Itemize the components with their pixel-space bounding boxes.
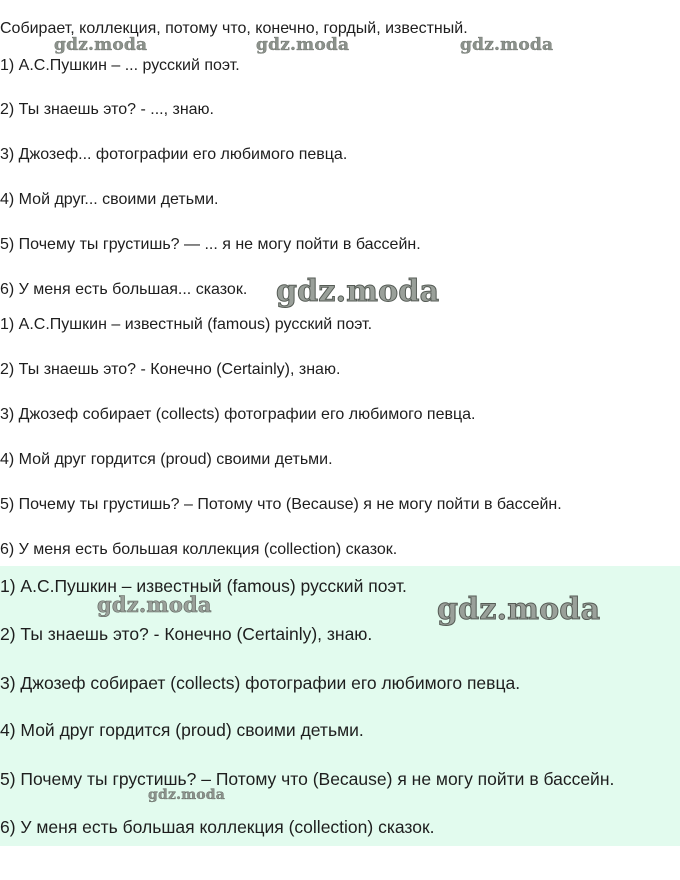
watermark: gdz.moda [148,787,226,803]
answer-box-line-6: 6) У меня есть большая коллекция (collection) сказок. [0,817,435,837]
answer-line-2: 2) Ты знаешь это? - Конечно (Certainly), знаю. [0,361,341,378]
answer-box-line-1: 1) А.С.Пушкин – известный (famous) русский поэт. [0,576,407,596]
answer-line-3: 3) Джозеф собирает (collects) фотографии его любимого певца. [0,406,476,423]
answer-line-4: 4) Мой друг гордится (proud) своими детьми. [0,451,333,468]
task-line-5: 5) Почему ты грустишь? — ... я не могу пойти в бассейн. [0,236,421,253]
answer-box-line-2: 2) Ты знаешь это? - Конечно (Certainly), знаю. [0,624,373,644]
watermark: gdz.moda [437,592,601,627]
watermark: gdz.moda [256,35,350,55]
watermark: gdz.moda [276,274,440,309]
task-line-3: 3) Джозеф... фотографии его любимого певца. [0,146,348,163]
task-line-1: 1) А.С.Пушкин – ... русский поэт. [0,57,240,74]
answer-box-line-4: 4) Мой друг гордится (proud) своими детьми. [0,720,364,740]
answer-line-1: 1) А.С.Пушкин – известный (famous) русский поэт. [0,316,373,333]
task-line-2: 2) Ты знаешь это? - ..., знаю. [0,101,214,118]
answer-box-line-3: 3) Джозеф собирает (collects) фотографии его любимого певца. [0,673,521,693]
word-list: Собирает, коллекция, потому что, конечно, гордый, известный. [0,20,468,37]
watermark: gdz.moda [54,35,148,55]
answer-box-line-5: 5) Почему ты грустишь? – Потому что (Because) я не могу пойти в бассейн. [0,769,615,789]
answer-line-6: 6) У меня есть большая коллекция (collection) сказок. [0,541,398,558]
watermark: gdz.moda [460,35,554,55]
task-line-4: 4) Мой друг... своими детьми. [0,191,219,208]
answer-line-5: 5) Почему ты грустишь? – Потому что (Because) я не могу пойти в бассейн. [0,496,562,513]
task-line-6: 6) У меня есть большая... сказок. [0,281,248,298]
watermark: gdz.moda [97,592,212,617]
